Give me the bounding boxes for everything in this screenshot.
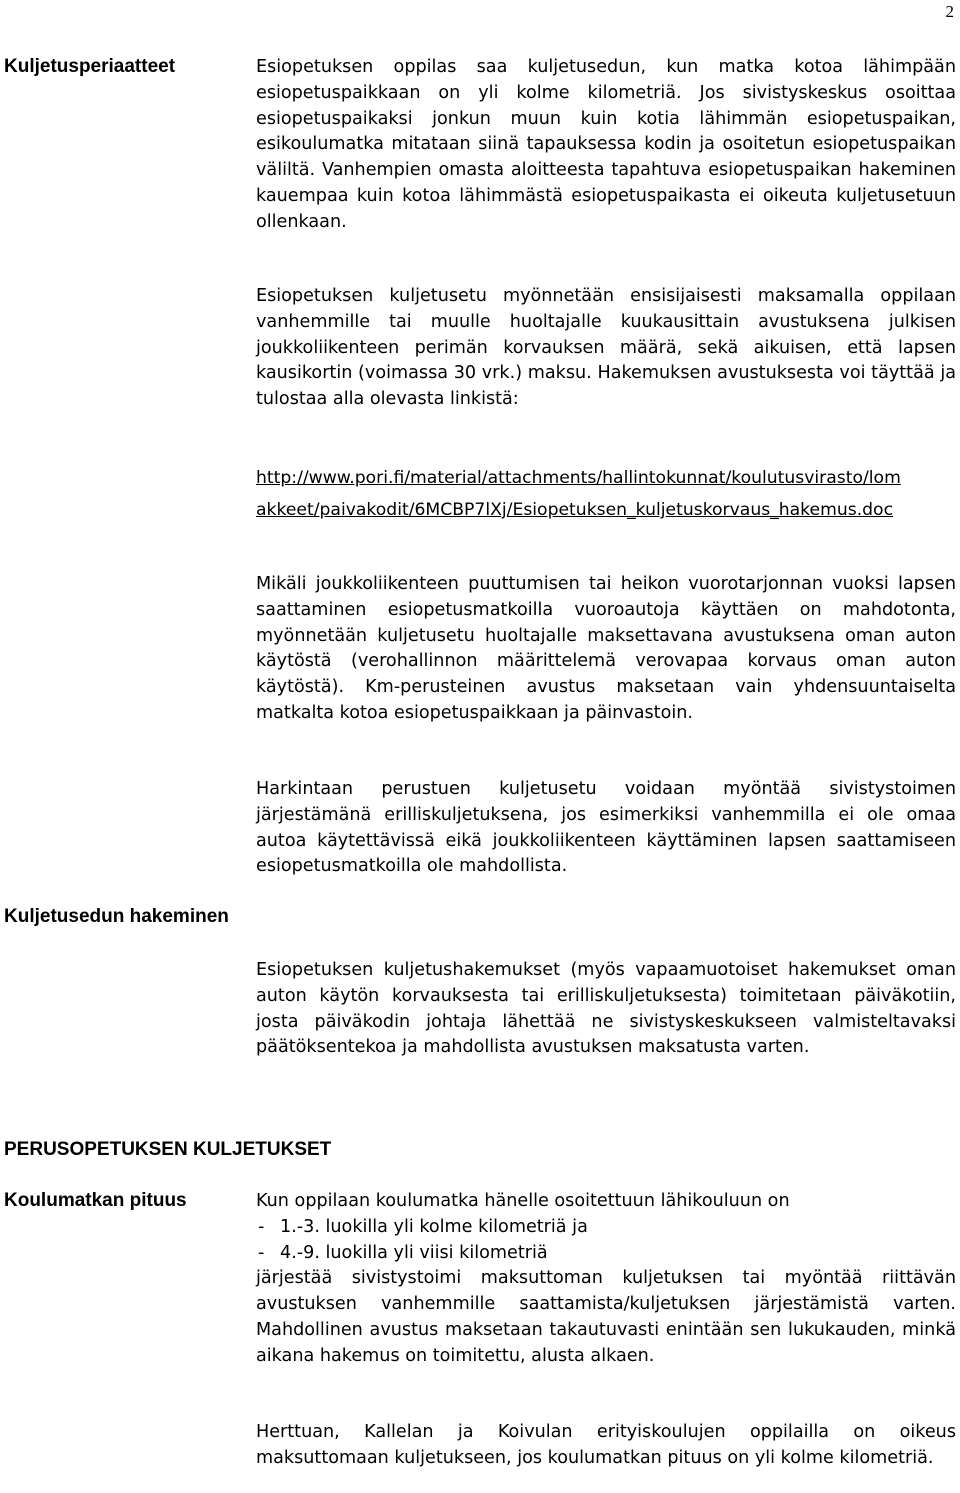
koulumatkan-pituus-paragraph-1: järjestää sivistystoimi maksuttoman kuljetuksen tai myöntää riittävän avustuksen vanhemmille saattamista/kuljetuksen järjestämistä varten. Mahdollinen avustus maksetaan takautuvasti enintään sen lukukauden, minkä aikana hakemus on toimitettu, alusta alkaen. — [256, 1268, 956, 1366]
paragraph-kuljetusperiaatteet-4: Harkintaan perustuen kuljetusetu voidaan myöntää sivistystoimen järjestämänä erilliskuljetuksena, jos esimerkiksi vanhemmilla ei ole omaa autoa käytettävissä eikä joukkoliikenteen käyttäminen lapsen saattamiseen esiopetusmatkoilla ole mahdollista. — [256, 779, 956, 877]
paragraph-kuljetusperiaatteet-1: Esiopetuksen oppilas saa kuljetusedun, kun matka kotoa lähimpään esiopetuspaikkaan on yli kolme kilometriä. Jos sivistyskeskus osoittaa esiopetuspaikaksi jonkun muun kuin kotia lähimmän esiopetuspaikan, esikoulumatka mitataan siinä tapauksessa kodin ja osoitetun esiopetuspaikan väliltä. Vanhempien omasta aloitteesta tapahtuva esiopetuspaikan hakeminen kauempaa kuin kotoa lähimmästä esiopetuspaikasta ei oikeuta kuljetusetuun ollenkaan. — [256, 57, 956, 232]
section-heading-kuljetusedun-hakeminen: Kuljetusedun hakeminen — [4, 906, 229, 927]
application-form-link-part-1[interactable]: http://www.pori.fi/material/attachments/hallintokunnat/koulutusvirasto/lom — [256, 468, 901, 488]
list-item: - 1.-3. luokilla yli kolme kilometriä ja — [256, 1215, 956, 1241]
page-number: 2 — [945, 2, 954, 21]
section-heading-kuljetusperiaatteet: Kuljetusperiaatteet — [4, 56, 176, 77]
paragraph-kuljetusedun-hakeminen: Esiopetuksen kuljetushakemukset (myös vapaamuotoiset hakemukset oman auton käytön korvauksesta tai erilliskuljetuksesta) toimitetaan päiväkotiin, josta päiväkodin johtaja lähettää ne sivistyskeskukseen valmisteltavaksi päätöksentekoa ja mahdollista avustuksen maksatusta varten. — [256, 960, 956, 1058]
koulumatkan-pituus-block — [256, 1189, 956, 1370]
application-form-link-part-2[interactable]: akkeet/paivakodit/6MCBP7lXj/Esiopetuksen_kuljetuskorvaus_hakemus.doc — [256, 500, 894, 520]
section-heading-koulumatkan-pituus: Koulumatkan pituus — [4, 1190, 187, 1211]
section-title-perusopetuksen-kuljetukset: PERUSOPETUKSEN KULJETUKSET — [4, 1139, 332, 1160]
distance-list — [256, 1215, 956, 1267]
list-item: - 4.-9. luokilla yli viisi kilometriä — [256, 1241, 956, 1267]
paragraph-kuljetusperiaatteet-3: Mikäli joukkoliikenteen puuttumisen tai heikon vuorotarjonnan vuoksi lapsen saattaminen esiopetusmatkoilla vuoroautoja käyttäen on mahdotonta, myönnetään kuljetusetu huoltajalle maksettavana avustuksena oman auton käytöstä (verohallinnon määrittelemä verovapaa korvaus oman auton käytöstä). Km-perusteinen avustus maksetaan vain yhdensuuntaiselta matkalta kotoa esiopetuspaikkaan ja päinvastoin. — [256, 574, 956, 723]
koulumatkan-pituus-intro: Kun oppilaan koulumatka hänelle osoitettuun lähikouluun on — [256, 1191, 790, 1211]
koulumatkan-pituus-paragraph-2: Herttuan, Kallelan ja Koivulan erityiskoulujen oppilailla on oikeus maksuttomaan kuljetukseen, jos koulumatkan pituus on yli kolme kilometriä. — [256, 1422, 956, 1468]
paragraph-kuljetusperiaatteet-2: Esiopetuksen kuljetusetu myönnetään ensisijaisesti maksamalla oppilaan vanhemmille tai muulle huoltajalle kuukausittain avustuksena julkisen joukkoliikenteen perimän korvauksen määrä, sekä aikuisen, että lapsen kausikortin (voimassa 30 vrk.) maksu. Hakemuksen avustuksesta voi täyttää ja tulostaa alla olevasta linkistä: — [256, 286, 956, 410]
